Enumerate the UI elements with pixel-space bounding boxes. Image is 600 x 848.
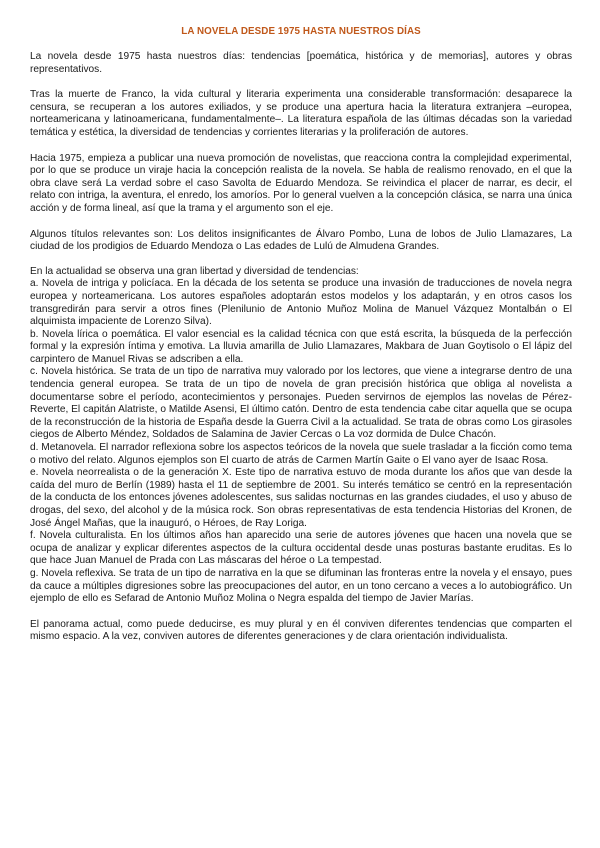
tendency-item-a: a. Novela de intriga y policíaca. En la década de los setenta se produce una invasión de traducciones de novela negra europea y norteamericana. Los autores españoles adoptarán estos modelos y los adaptarán, y en otros casos los transgredirán para servir a otros fines (Plenilunio de Antonio Muñoz Molina de Manuel Vázquez Montalbán o El alquimista impaciente de Lorenzo Silva). (30, 278, 572, 328)
tendencies-intro: En la actualidad se observa una gran libertad y diversidad de tendencias: (30, 265, 359, 277)
tendency-item-e: e. Novela neorrealista o de la generación X. Este tipo de narrativa estuvo de moda durante los años que van desde la caída del muro de Berlín (1989) hasta el 11 de septiembre de 2001. Su interés temático se centró en la representación de la conducta de los entonces jóvenes adolescentes, sus salidas nocturnas en las grandes ciudades, el uso y abuso de drogas, del sexo, del alcohol y de la música rock. Son obras representativas de esta tendencia Historias del Kronen, de José Ángel Mañas, que la inauguró, o Héroes, de Ray Loriga. (30, 467, 572, 529)
tendency-item-c: c. Novela histórica. Se trata de un tipo de narrativa muy valorado por los lectores, que viene a integrarse dentro de una tendencia general europea. Se trata de un tipo de novela de gran precisión histórica que obliga al novelista a documentarse sobre el período, acontecimientos y personajes. Pueden servirnos de ejemplos las novelas de Pérez-Reverte, El capitán Alatriste, o Matilde Asensi, El último catón. Dentro de esta tendencia cabe citar aquella que se ocupa de la reconstrucción de la historia de España desde la Guerra Civil a la actualidad. Se trata de obras como Los girasoles ciegos de Alberto Méndez, Soldados de Salamina de Javier Cercas o La voz dormida de Dulce Chacón. (30, 366, 572, 441)
tendency-item-f: f. Novela culturalista. En los últimos años han aparecido una serie de autores jóvenes que hacen una novela que se ocupa de analizar y explicar diferentes aspectos de la cultura occidental desde unas posturas bastante eruditas. Es lo que hace Juan Manuel de Prada con Las máscaras del héroe o La tempestad. (30, 530, 572, 567)
paragraph-1975: Hacia 1975, empieza a publicar una nueva promoción de novelistas, que reacciona contra la complejidad experimental, por lo que se produce un viraje hacia la concepción realista de la novela. Se habla de realismo renovado, en el que la obra clave será La verdad sobre el caso Savolta de Eduardo Mendoza. Se reivindica el placer de narrar, es decir, el relato con intriga, la aventura, el enredo, los amoríos. Por lo general vuelven a la concepción clásica, se narra una única acción y de forma lineal, así que la trama y el argumento son el eje. (30, 152, 572, 214)
conclusion-paragraph: El panorama actual, como puede deducirse, es muy plural y en él conviven diferentes tendencias que comparten el mismo espacio. A la vez, conviven autores de diferentes generaciones y de clara orientación individualista. (30, 618, 572, 643)
document-title: LA NOVELA DESDE 1975 HASTA NUESTROS DÍAS (181, 26, 421, 37)
tendency-item-g: g. Novela reflexiva. Se trata de un tipo de narrativa en la que se difuminan las fronteras entre la novela y el ensayo, pues da cauce a múltiples digresiones sobre las preocupaciones del autor, en un tono cercano a veces a lo autobiográfico. Un ejemplo de ello es Sefarad de Antonio Muñoz Molina o Negra espalda del tiempo de Javier Marías. (30, 567, 573, 605)
tendency-item-b: b. Novela lírica o poemática. El valor esencial es la calidad técnica con que está escrita, la búsqueda de la perfección formal y la expresión íntima y emotiva. La lluvia amarilla de Julio Llamazares, Makbara de Juan Goytisolo o El lápiz del carpintero de Manuel Rivas se adscriben a ella. (30, 328, 572, 365)
tendency-item-d: d. Metanovela. El narrador reflexiona sobre los aspectos teóricos de la novela que suele trasladar a la ficción como tema o motivo del relato. Algunos ejemplos son El cuarto de atrás de Carmen Martín Gaite o El vano ayer de Isaac Rosa. (30, 442, 572, 466)
paragraph-transformation: Tras la muerte de Franco, la vida cultural y literaria experimenta una considerable transformación: desaparece la censura, se recuperan a los autores exiliados, y se produce una apertura hacia la literatura extranjera –europea, norteamericana y latinoamericana, fundamentalmente–. La literatura española de las últimas décadas son la variedad temática y estética, la diversidad de tendencias y corrientes literarias y la proliferación de autores. (30, 89, 572, 138)
paragraph-titles: Algunos títulos relevantes son: Los delitos insignificantes de Álvaro Pombo, Luna de lobos de Julio Llamazares, La ciudad de los prodigios de Eduardo Mendoza o Las edades de Lulú de Almudena Grandes. (30, 228, 572, 253)
intro-paragraph: La novela desde 1975 hasta nuestros días: tendencias [poemática, histórica y de memorias], autores y obras representativos. (30, 51, 572, 75)
